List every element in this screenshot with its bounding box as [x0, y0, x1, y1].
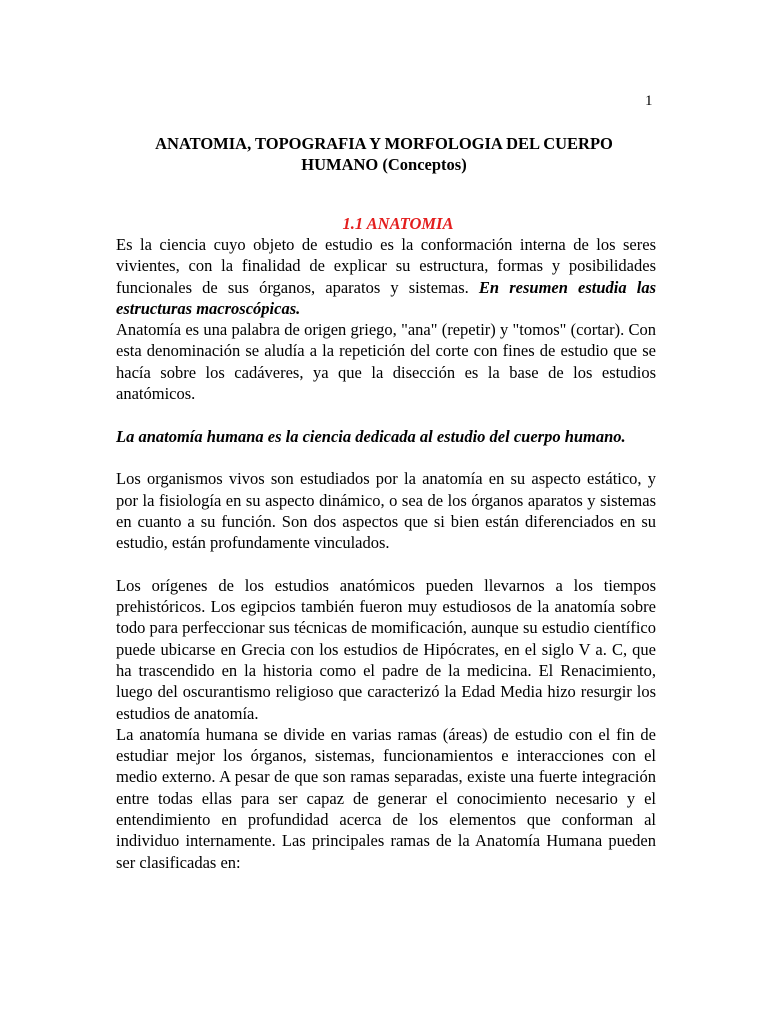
paragraph-static-dynamic: Los organismos vivos son estudiados por la anatomía en su aspecto estático, y por la fisiología en su aspecto dinámico, o sea de los órganos aparatos y sistemas en cuanto a su función. Son dos aspectos que si bien están diferenciados en su estudio, están profundamente vinculados.	[116, 469, 656, 553]
paragraph-human-anatomy: La anatomía humana es la ciencia dedicada al estudio del cuerpo humano.	[116, 426, 626, 446]
document-title-line-2: HUMANO (Conceptos)	[301, 155, 467, 174]
page-number: 1	[645, 93, 653, 109]
paragraph-definition-text: Es la ciencia cuyo objeto de estudio es la conformación interna de los seres vivientes, con la finalidad de explicar su estructura, formas y posibilidades funcionales de sus órganos, aparatos y sistemas.	[116, 235, 656, 297]
paragraph-spacer	[116, 447, 656, 468]
paragraph-etymology: Anatomía es una palabra de origen griego, "ana" (repetir) y "tomos" (cortar). Con esta denominación se aludía a la repetición del corte con fines de estudio que se hacía sobre los cadáveres, ya que la disección es la base de los estudios anatómicos.	[116, 320, 656, 404]
document-title	[110, 133, 658, 175]
section-heading	[0, 214, 768, 234]
paragraph-spacer	[116, 404, 656, 425]
section-heading-text: 1.1 ANATOMIA	[342, 214, 454, 233]
document-title-line-1: ANATOMIA, TOPOGRAFIA Y MORFOLOGIA DEL CUERPO	[155, 134, 613, 153]
paragraph-branches: La anatomía humana se divide en varias ramas (áreas) de estudio con el fin de estudiar mejor los órganos, sistemas, funcionamientos e interacciones con el medio externo. A pesar de que son ramas separadas, existe una fuerte integración entre todas ellas para ser capaz de generar el conocimiento necesario y el entendimiento en profundidad acerca de los elementos que conforman al individuo internamente. Las principales ramas de la Anatomía Humana pueden ser clasificadas en:	[116, 724, 656, 872]
paragraph-definition-emphasis: En resumen estudia las estructuras macroscópicas.	[116, 277, 656, 318]
paragraph-definition	[116, 234, 656, 319]
document-body	[116, 234, 656, 873]
paragraph-spacer	[116, 553, 656, 574]
paragraph-origins: Los orígenes de los estudios anatómicos pueden llevarnos a los tiempos prehistóricos. Los egipcios también fueron muy estudiosos de la anatomía sobre todo para perfeccionar sus técnicas de momificación, aunque su estudio científico puede ubicarse en Grecia con los estudios de Hipócrates, en el siglo V a. C, que ha trascendido en la historia como el padre de la medicina. El Renacimiento, luego del oscurantismo religioso que caracterizó la Edad Media hizo resurgir los estudios de anatomía.	[116, 575, 656, 723]
